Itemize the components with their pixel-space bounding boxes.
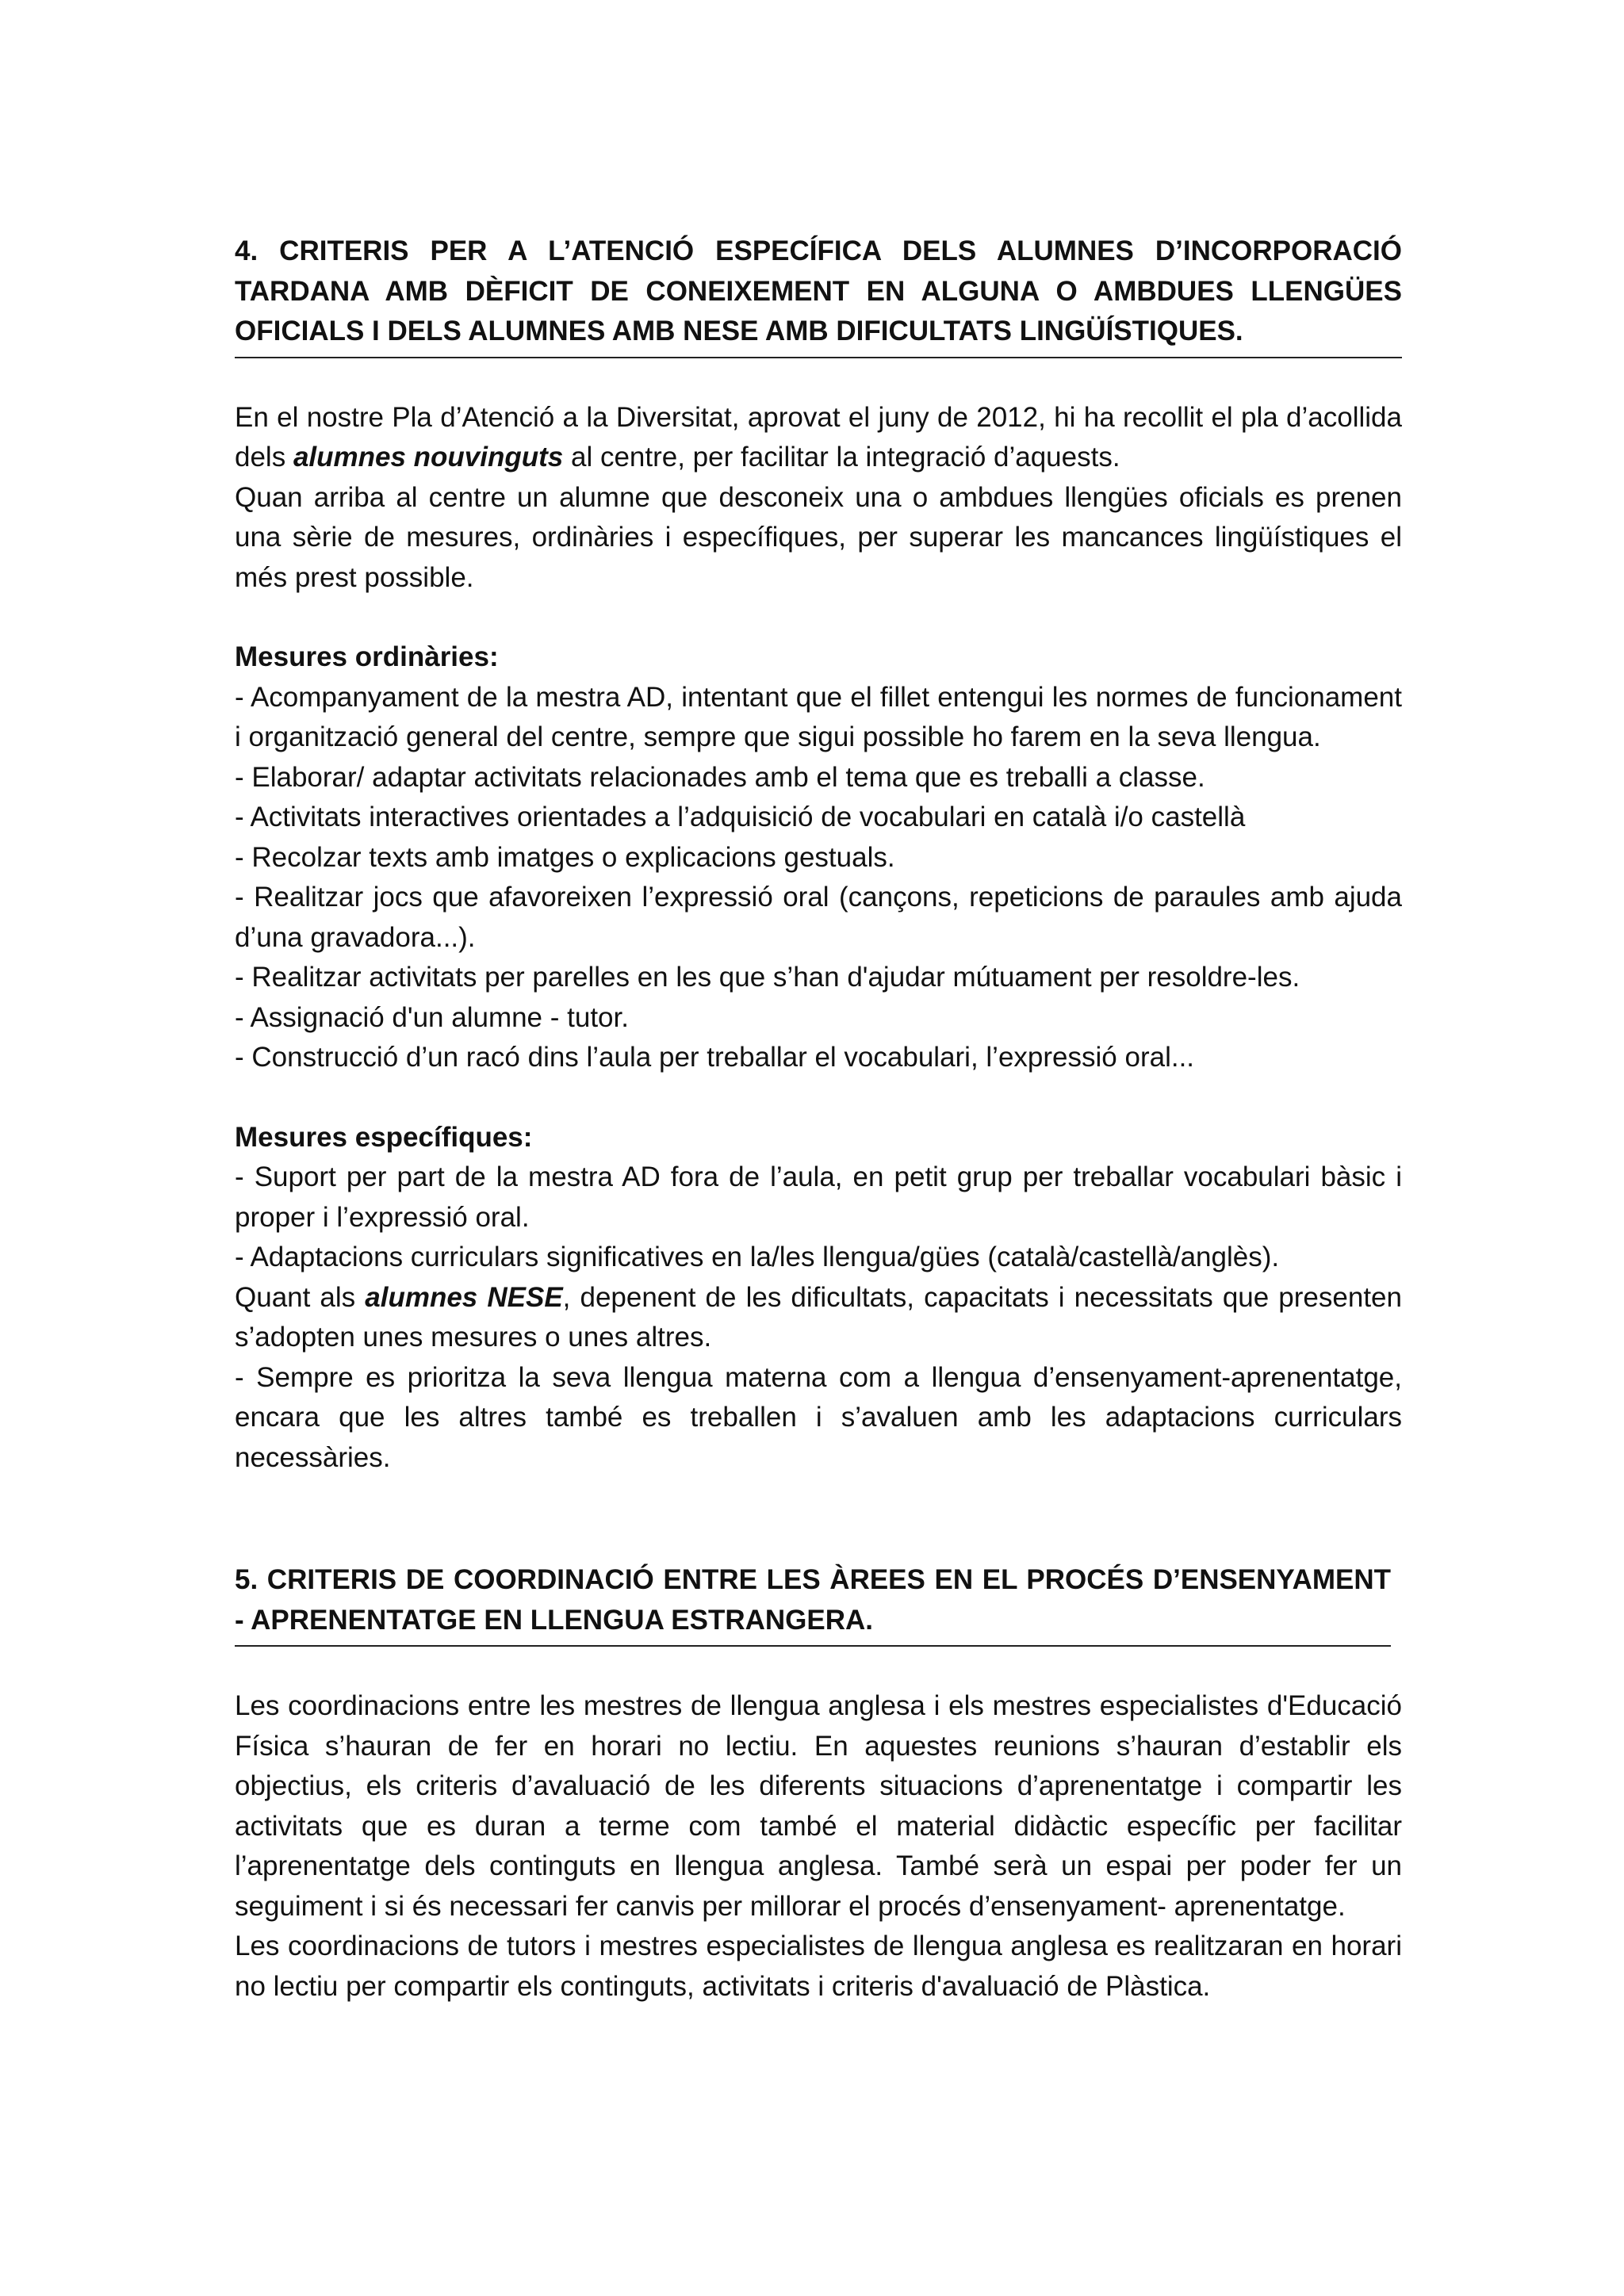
list-item: - Suport per part de la mestra AD fora de l’aula, en petit grup per treballar vocabulari bàsic i proper i l’expressió oral. [235, 1161, 1402, 1233]
list-item: - Activitats interactives orientades a l’adquisició de vocabulari en català i/o castellà [235, 802, 1246, 832]
ordinary-measures-list [235, 678, 1402, 1078]
list-item: - Construcció d’un racó dins l’aula per treballar el vocabulari, l’expressió oral... [235, 1042, 1195, 1073]
section-5-paragraph-2: Les coordinacions de tutors i mestres especialistes de llengua anglesa es realitzaran en horari no lectiu per compartir els continguts, activitats i criteris d'avaluació de Plàstica. [235, 1931, 1402, 2002]
section-5-title: 5. CRITERIS DE COORDINACIÓ ENTRE LES ÀREES EN EL PROCÉS D’ENSENYAMENT - APRENENTATGE EN LLENGUA ESTRANGERA. [235, 1564, 1391, 1636]
list-item: - Assignació d'un alumne - tutor. [235, 1001, 629, 1033]
specific-measures-heading: Mesures específiques: [235, 1121, 533, 1153]
section-4-title: 4. CRITERIS PER A L’ATENCIÓ ESPECÍFICA DELS ALUMNES D’INCORPORACIÓ TARDANA AMB DÈFICIT DE CONEIXEMENT EN ALGUNA O AMBDUES LLENGÜES OFICIALS I DELS ALUMNES AMB NESE AMB DIFICULTATS LINGÜÍSTIQUES. [235, 235, 1402, 346]
specific-measures-list [235, 1158, 1402, 1478]
section-4-intro: En el nostre Pla d’Atenció a la Diversitat, aprovat el juny de 2012, hi ha recollit el pla d’acollida dels alumnes nouvinguts al centre, per facilitar la integració d’aquests. [235, 401, 1402, 473]
section-4-heading-block [235, 232, 1402, 358]
ordinary-measures-heading: Mesures ordinàries: [235, 641, 499, 672]
list-item: - Recolzar texts amb imatges o explicacions gestuals. [235, 841, 895, 873]
section-5-paragraph-1: Les coordinacions entre les mestres de llengua anglesa i els mestres especialistes d'Educació Física s’hauran de fer en horari no lectiu. En aquestes reunions s’hauran d’establir els objectius, els criteris d’avaluació de les diferents situacions d’aprenentatge i compartir les activitats que es duran a terme com també el material didàctic específic per facilitar l’aprenentatge dels continguts en llengua anglesa. També serà un espai per poder fer un seguiment i si és necessari fer canvis per millorar el procés d’ensenyament- aprenentatge. [235, 1690, 1402, 1922]
nese-paragraph: Quant als alumnes NESE, depenent de les dificultats, capacitats i necessitats que presenten s’adopten unes mesures o unes altres. [235, 1281, 1402, 1353]
list-item: - Acompanyament de la mestra AD, intentant que el fillet entengui les normes de funcionament i organització general del centre, sempre que sigui possible ho farem en la seva llengua. [235, 681, 1402, 752]
list-item: - Elaborar/ adaptar activitats relacionades amb el tema que es treballi a classe. [235, 761, 1205, 793]
list-item: - Sempre es prioritza la seva llengua materna com a llengua d’ensenyament-aprenentatge, encara que les altres també es treballen i s’avaluen amb les adaptacions curriculars necessàries. [235, 1361, 1402, 1473]
list-item: - Adaptacions curriculars significatives en la/les llengua/gües (català/castellà/anglès). [235, 1242, 1280, 1272]
list-item: - Realitzar jocs que afavoreixen l’expressió oral (cançons, repeticions de paraules amb ajuda d’una gravadora...). [235, 882, 1402, 953]
emphasis-alumnes-nouvinguts: alumnes nouvinguts [293, 442, 564, 473]
list-item: - Realitzar activitats per parelles en les que s’han d'ajudar mútuament per resoldre-les. [235, 962, 1300, 993]
emphasis-alumnes-nese: alumnes NESE [365, 1281, 563, 1313]
section-5-heading-block [235, 1560, 1391, 1647]
section-4-intro-2: Quan arriba al centre un alumne que desconeix una o ambdues llengües oficials es prenen una sèrie de mesures, ordinàries i específiques, per superar les mancances lingüístiques el més prest possible. [235, 481, 1402, 593]
